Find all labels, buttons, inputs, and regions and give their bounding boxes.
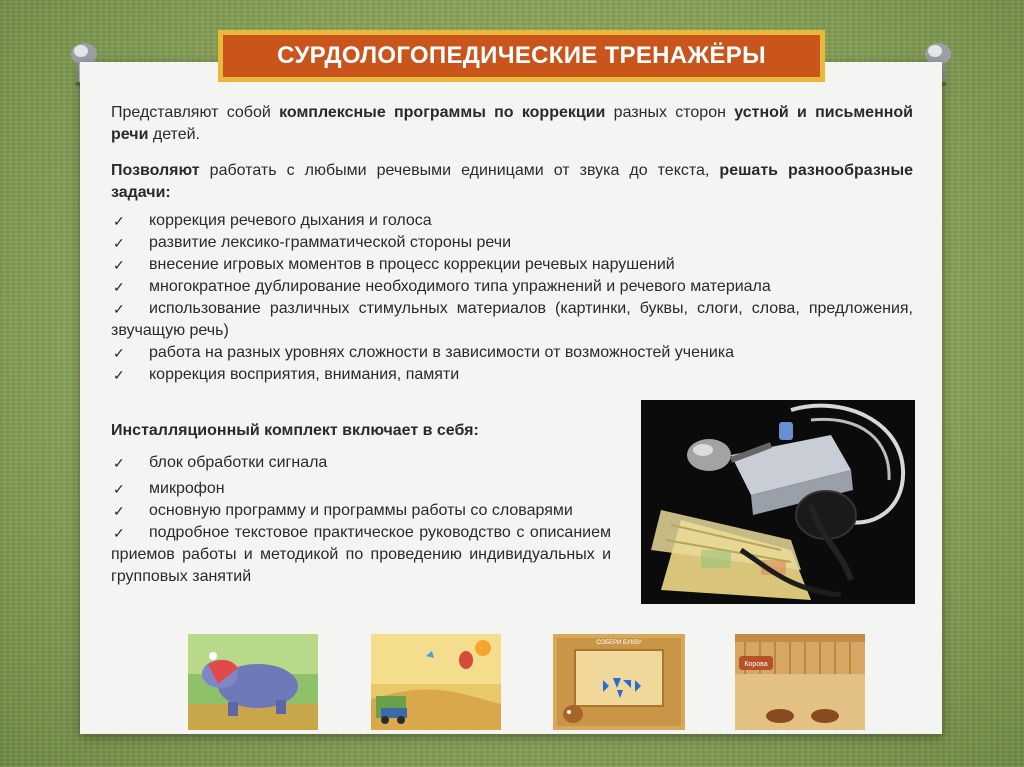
list-item	[111, 276, 913, 298]
main-content	[111, 102, 913, 386]
list-item-text: многократное дублирование необходимого типа упражнений и речевого материала	[149, 278, 771, 295]
install-list	[111, 452, 611, 588]
intro-paragraph	[111, 102, 913, 146]
capabilities-text-1: работать с любыми речевыми единицами от звука до текста,	[199, 162, 720, 179]
capabilities-bold-1: Позволяют	[111, 162, 200, 179]
slide-title-fill	[223, 35, 820, 77]
checkmark-icon: ✓	[113, 455, 125, 471]
list-item	[111, 522, 611, 588]
list-item	[111, 254, 913, 276]
list-item-text: развитие лексико-грамматической стороны речи	[149, 234, 512, 251]
checkmark-icon: ✓	[113, 235, 125, 251]
intro-text-2: разных сторон	[605, 104, 735, 121]
capabilities-paragraph	[111, 160, 913, 204]
checkmark-icon: ✓	[113, 503, 125, 519]
list-item	[111, 232, 913, 254]
device-kit-photo	[641, 400, 915, 604]
slide-title: СУРДОЛОГОПЕДИЧЕСКИЕ ТРЕНАЖЁРЫ	[277, 42, 766, 69]
list-item-text: микрофон	[149, 480, 225, 497]
list-item-text: коррекция речевого дыхания и голоса	[149, 212, 432, 229]
list-item-text: блок обработки сигнала	[149, 454, 328, 471]
list-item	[111, 500, 611, 522]
thumbnail-caption: СОБЕРИ БУКВУ	[596, 640, 642, 646]
list-item	[111, 364, 913, 386]
intro-bold-2: устной и письменной речи	[111, 104, 914, 143]
list-item-text: внесение игровых моментов в процесс коррекции речевых нарушений	[149, 256, 675, 273]
capabilities-bold-2: решать разнообразные задачи:	[111, 162, 913, 201]
checkmark-icon: ✓	[113, 257, 125, 273]
list-item	[111, 478, 611, 500]
checkmark-icon: ✓	[113, 279, 125, 295]
list-item	[111, 210, 913, 232]
checkmark-icon: ✓	[113, 345, 125, 361]
install-section	[111, 420, 611, 588]
list-item	[111, 342, 913, 364]
cow-button-label: Корова	[744, 661, 768, 668]
checkmark-icon: ✓	[113, 301, 125, 317]
checkmark-icon: ✓	[113, 213, 125, 229]
list-item-text: основную программу и программы работы со словарями	[149, 502, 573, 519]
list-item	[111, 452, 611, 474]
list-item-text: работа на разных уровнях сложности в зависимости от возможностей ученика	[149, 344, 735, 361]
intro-text-3: детей.	[148, 126, 200, 143]
list-item	[111, 298, 913, 342]
intro-text-1: Представляют собой	[111, 104, 280, 121]
slide-title-box	[218, 30, 825, 82]
game-thumbnail-hippo	[188, 634, 318, 730]
list-item-text: коррекция восприятия, внимания, памяти	[149, 366, 460, 383]
checkmark-icon: ✓	[113, 525, 125, 541]
install-heading: Инсталляционный комплект включает в себя:	[111, 422, 479, 439]
checkmark-icon: ✓	[113, 367, 125, 383]
game-thumbnail-cow	[735, 634, 865, 730]
checkmark-icon: ✓	[113, 481, 125, 497]
list-item-text: использование различных стимульных материалов (картинки, буквы, слоги, слова, предложения, звучащую речь)	[111, 300, 913, 339]
intro-bold-1: комплексные программы по коррекции	[279, 104, 606, 121]
game-thumbnail-assemble-letter	[553, 634, 685, 730]
tasks-list	[111, 210, 913, 386]
list-item-text: подробное текстовое практическое руководство с описанием приемов работы и методикой по проведению индивидуальных и групповых занятий	[111, 524, 611, 585]
game-thumbnail-desert	[371, 634, 501, 730]
